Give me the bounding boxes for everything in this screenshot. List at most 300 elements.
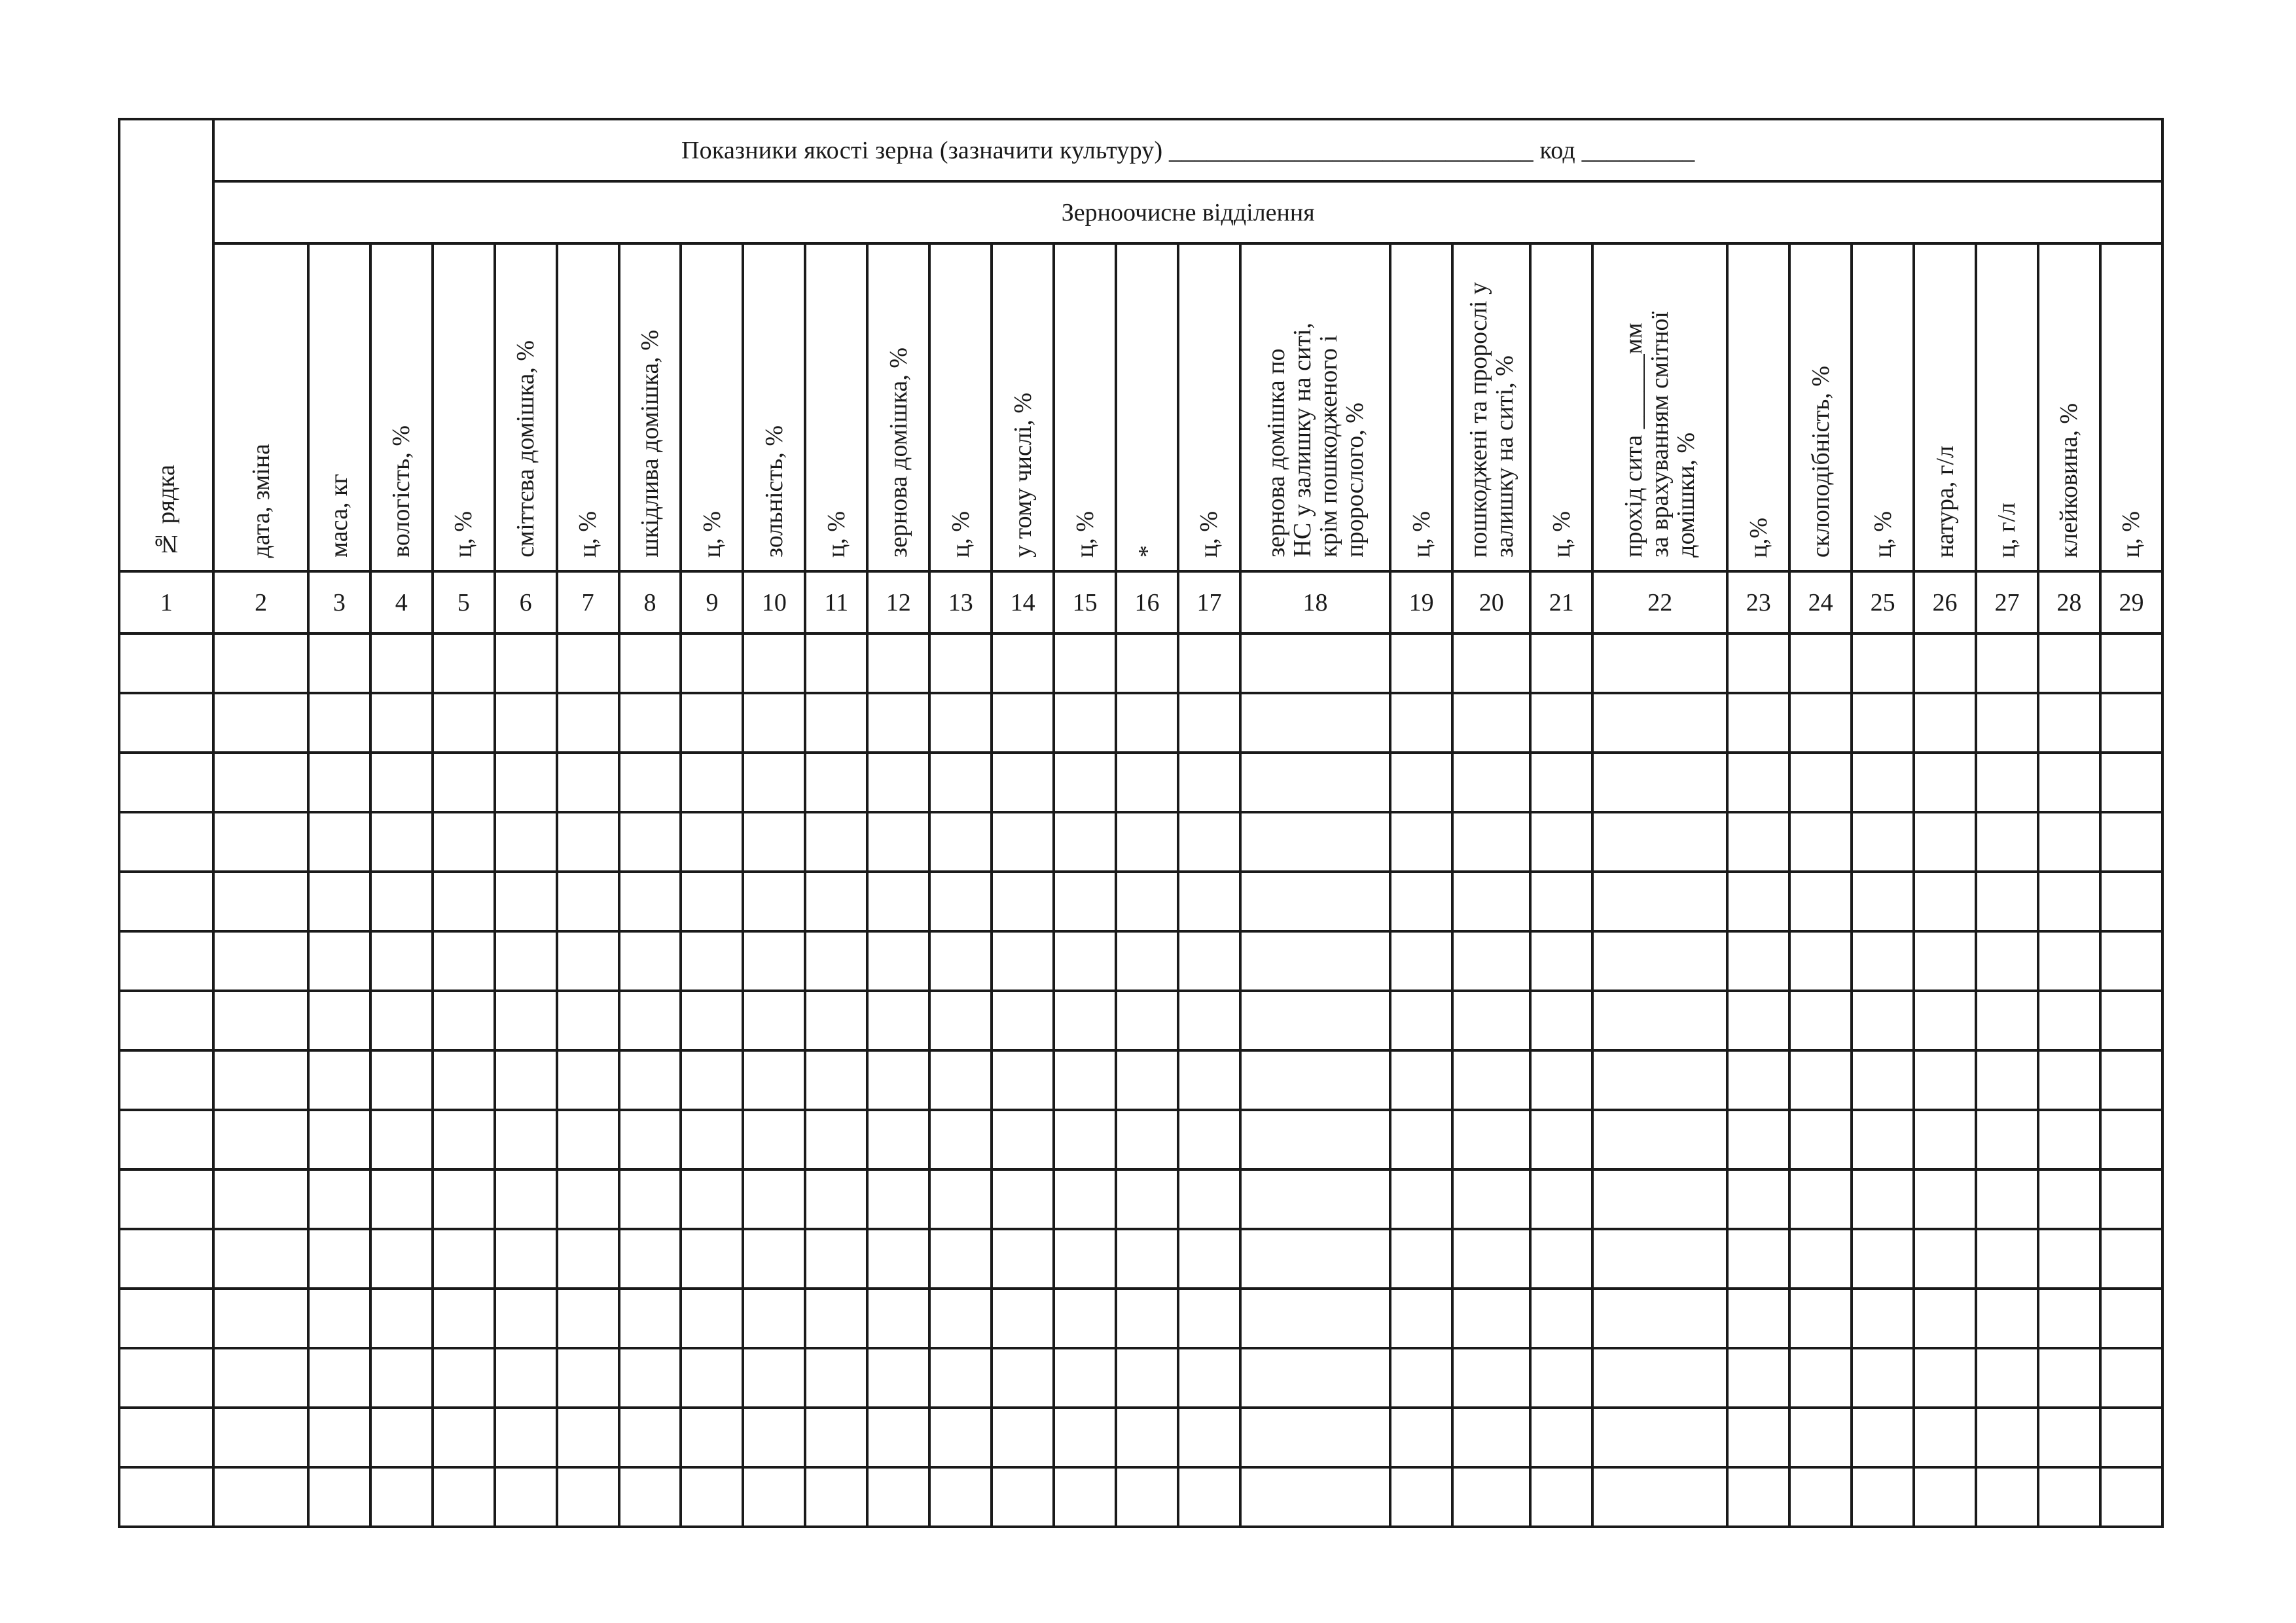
entry-cell[interactable] bbox=[213, 1169, 308, 1229]
entry-cell[interactable] bbox=[1727, 1050, 1789, 1110]
entry-cell[interactable] bbox=[433, 753, 495, 812]
entry-cell[interactable] bbox=[805, 872, 867, 931]
entry-cell[interactable] bbox=[1914, 1110, 1976, 1169]
entry-cell[interactable] bbox=[308, 931, 370, 991]
entry-cell[interactable] bbox=[433, 1169, 495, 1229]
entry-cell[interactable] bbox=[992, 633, 1054, 693]
entry-cell[interactable] bbox=[370, 931, 433, 991]
entry-cell[interactable] bbox=[1178, 872, 1240, 931]
entry-cell[interactable] bbox=[2038, 1467, 2100, 1527]
entry-cell[interactable] bbox=[1789, 1229, 1852, 1289]
entry-cell[interactable] bbox=[619, 1110, 681, 1169]
entry-cell[interactable] bbox=[308, 1348, 370, 1408]
entry-cell[interactable] bbox=[681, 1467, 743, 1527]
entry-cell[interactable] bbox=[1789, 931, 1852, 991]
entry-cell[interactable] bbox=[1914, 1467, 1976, 1527]
entry-cell[interactable] bbox=[557, 812, 619, 872]
entry-cell[interactable] bbox=[119, 1348, 213, 1408]
entry-cell[interactable] bbox=[1178, 1050, 1240, 1110]
entry-cell[interactable] bbox=[867, 1289, 929, 1348]
entry-cell[interactable] bbox=[929, 1408, 992, 1467]
entry-cell[interactable] bbox=[433, 1110, 495, 1169]
entry-cell[interactable] bbox=[1727, 991, 1789, 1050]
entry-cell[interactable] bbox=[1530, 1050, 1592, 1110]
entry-cell[interactable] bbox=[681, 693, 743, 753]
entry-cell[interactable] bbox=[119, 693, 213, 753]
entry-cell[interactable] bbox=[433, 1050, 495, 1110]
entry-cell[interactable] bbox=[1240, 931, 1390, 991]
entry-cell[interactable] bbox=[495, 931, 557, 991]
entry-cell[interactable] bbox=[1178, 1408, 1240, 1467]
entry-cell[interactable] bbox=[1452, 1467, 1530, 1527]
entry-cell[interactable] bbox=[1530, 931, 1592, 991]
entry-cell[interactable] bbox=[1789, 1467, 1852, 1527]
entry-cell[interactable] bbox=[1976, 812, 2038, 872]
entry-cell[interactable] bbox=[557, 931, 619, 991]
entry-cell[interactable] bbox=[743, 1467, 805, 1527]
entry-cell[interactable] bbox=[1976, 753, 2038, 812]
entry-cell[interactable] bbox=[1914, 812, 1976, 872]
entry-cell[interactable] bbox=[495, 872, 557, 931]
entry-cell[interactable] bbox=[1914, 931, 1976, 991]
entry-cell[interactable] bbox=[929, 1467, 992, 1527]
entry-cell[interactable] bbox=[1240, 812, 1390, 872]
entry-cell[interactable] bbox=[557, 1050, 619, 1110]
entry-cell[interactable] bbox=[1390, 872, 1452, 931]
entry-cell[interactable] bbox=[1390, 931, 1452, 991]
entry-cell[interactable] bbox=[929, 693, 992, 753]
entry-cell[interactable] bbox=[1530, 633, 1592, 693]
entry-cell[interactable] bbox=[1852, 1169, 1914, 1229]
entry-cell[interactable] bbox=[1852, 872, 1914, 931]
entry-cell[interactable] bbox=[1116, 991, 1178, 1050]
entry-cell[interactable] bbox=[1054, 633, 1116, 693]
entry-cell[interactable] bbox=[1452, 693, 1530, 753]
entry-cell[interactable] bbox=[1976, 1348, 2038, 1408]
entry-cell[interactable] bbox=[805, 1229, 867, 1289]
entry-cell[interactable] bbox=[1592, 1110, 1727, 1169]
entry-cell[interactable] bbox=[1178, 1229, 1240, 1289]
entry-cell[interactable] bbox=[213, 812, 308, 872]
entry-cell[interactable] bbox=[805, 1467, 867, 1527]
entry-cell[interactable] bbox=[929, 1348, 992, 1408]
entry-cell[interactable] bbox=[2038, 872, 2100, 931]
entry-cell[interactable] bbox=[1116, 693, 1178, 753]
entry-cell[interactable] bbox=[1914, 991, 1976, 1050]
entry-cell[interactable] bbox=[1390, 1229, 1452, 1289]
entry-cell[interactable] bbox=[1054, 1050, 1116, 1110]
entry-cell[interactable] bbox=[867, 693, 929, 753]
entry-cell[interactable] bbox=[1452, 633, 1530, 693]
entry-cell[interactable] bbox=[743, 693, 805, 753]
entry-cell[interactable] bbox=[370, 1467, 433, 1527]
entry-cell[interactable] bbox=[867, 1229, 929, 1289]
entry-cell[interactable] bbox=[992, 1050, 1054, 1110]
entry-cell[interactable] bbox=[1054, 1229, 1116, 1289]
entry-cell[interactable] bbox=[2038, 1348, 2100, 1408]
entry-cell[interactable] bbox=[370, 1229, 433, 1289]
entry-cell[interactable] bbox=[1530, 872, 1592, 931]
entry-cell[interactable] bbox=[1592, 1229, 1727, 1289]
entry-cell[interactable] bbox=[2038, 633, 2100, 693]
entry-cell[interactable] bbox=[1452, 1050, 1530, 1110]
entry-cell[interactable] bbox=[619, 753, 681, 812]
entry-cell[interactable] bbox=[1852, 1289, 1914, 1348]
entry-cell[interactable] bbox=[805, 1289, 867, 1348]
entry-cell[interactable] bbox=[119, 1229, 213, 1289]
entry-cell[interactable] bbox=[1390, 1348, 1452, 1408]
entry-cell[interactable] bbox=[619, 1229, 681, 1289]
entry-cell[interactable] bbox=[1054, 991, 1116, 1050]
entry-cell[interactable] bbox=[1852, 931, 1914, 991]
entry-cell[interactable] bbox=[992, 931, 1054, 991]
entry-cell[interactable] bbox=[308, 991, 370, 1050]
entry-cell[interactable] bbox=[213, 931, 308, 991]
entry-cell[interactable] bbox=[370, 1289, 433, 1348]
entry-cell[interactable] bbox=[2100, 1467, 2162, 1527]
entry-cell[interactable] bbox=[1789, 1169, 1852, 1229]
entry-cell[interactable] bbox=[1390, 633, 1452, 693]
entry-cell[interactable] bbox=[2100, 1408, 2162, 1467]
entry-cell[interactable] bbox=[1976, 991, 2038, 1050]
entry-cell[interactable] bbox=[119, 1169, 213, 1229]
entry-cell[interactable] bbox=[743, 633, 805, 693]
entry-cell[interactable] bbox=[308, 1467, 370, 1527]
entry-cell[interactable] bbox=[2038, 1289, 2100, 1348]
entry-cell[interactable] bbox=[681, 1050, 743, 1110]
entry-cell[interactable] bbox=[992, 1289, 1054, 1348]
entry-cell[interactable] bbox=[1452, 991, 1530, 1050]
entry-cell[interactable] bbox=[1592, 1467, 1727, 1527]
entry-cell[interactable] bbox=[1592, 1169, 1727, 1229]
entry-cell[interactable] bbox=[1452, 931, 1530, 991]
entry-cell[interactable] bbox=[1976, 1050, 2038, 1110]
entry-cell[interactable] bbox=[1727, 693, 1789, 753]
entry-cell[interactable] bbox=[867, 1169, 929, 1229]
entry-cell[interactable] bbox=[1530, 1289, 1592, 1348]
entry-cell[interactable] bbox=[370, 991, 433, 1050]
entry-cell[interactable] bbox=[929, 1110, 992, 1169]
entry-cell[interactable] bbox=[681, 1169, 743, 1229]
entry-cell[interactable] bbox=[1727, 1110, 1789, 1169]
entry-cell[interactable] bbox=[557, 991, 619, 1050]
entry-cell[interactable] bbox=[495, 812, 557, 872]
entry-cell[interactable] bbox=[619, 1467, 681, 1527]
entry-cell[interactable] bbox=[619, 1348, 681, 1408]
entry-cell[interactable] bbox=[308, 1169, 370, 1229]
entry-cell[interactable] bbox=[1240, 753, 1390, 812]
entry-cell[interactable] bbox=[1789, 1348, 1852, 1408]
entry-cell[interactable] bbox=[1178, 991, 1240, 1050]
entry-cell[interactable] bbox=[1914, 1289, 1976, 1348]
entry-cell[interactable] bbox=[1530, 1348, 1592, 1408]
entry-cell[interactable] bbox=[213, 1408, 308, 1467]
entry-cell[interactable] bbox=[2038, 1169, 2100, 1229]
entry-cell[interactable] bbox=[867, 872, 929, 931]
entry-cell[interactable] bbox=[1452, 1408, 1530, 1467]
entry-cell[interactable] bbox=[1178, 1169, 1240, 1229]
entry-cell[interactable] bbox=[1390, 1408, 1452, 1467]
entry-cell[interactable] bbox=[1789, 1110, 1852, 1169]
entry-cell[interactable] bbox=[213, 1229, 308, 1289]
entry-cell[interactable] bbox=[1976, 872, 2038, 931]
entry-cell[interactable] bbox=[1054, 1348, 1116, 1408]
entry-cell[interactable] bbox=[929, 1229, 992, 1289]
entry-cell[interactable] bbox=[1592, 693, 1727, 753]
entry-cell[interactable] bbox=[433, 812, 495, 872]
entry-cell[interactable] bbox=[1976, 633, 2038, 693]
entry-cell[interactable] bbox=[743, 872, 805, 931]
entry-cell[interactable] bbox=[1789, 812, 1852, 872]
entry-cell[interactable] bbox=[1727, 931, 1789, 991]
entry-cell[interactable] bbox=[1054, 753, 1116, 812]
entry-cell[interactable] bbox=[805, 753, 867, 812]
entry-cell[interactable] bbox=[213, 1467, 308, 1527]
entry-cell[interactable] bbox=[213, 1289, 308, 1348]
entry-cell[interactable] bbox=[2038, 812, 2100, 872]
entry-cell[interactable] bbox=[619, 633, 681, 693]
entry-cell[interactable] bbox=[1976, 1289, 2038, 1348]
entry-cell[interactable] bbox=[805, 693, 867, 753]
entry-cell[interactable] bbox=[743, 991, 805, 1050]
entry-cell[interactable] bbox=[1976, 693, 2038, 753]
entry-cell[interactable] bbox=[2100, 812, 2162, 872]
entry-cell[interactable] bbox=[1390, 991, 1452, 1050]
entry-cell[interactable] bbox=[1789, 1408, 1852, 1467]
entry-cell[interactable] bbox=[1116, 1408, 1178, 1467]
entry-cell[interactable] bbox=[929, 991, 992, 1050]
entry-cell[interactable] bbox=[1452, 1169, 1530, 1229]
entry-cell[interactable] bbox=[495, 1169, 557, 1229]
entry-cell[interactable] bbox=[2100, 1348, 2162, 1408]
entry-cell[interactable] bbox=[1452, 872, 1530, 931]
entry-cell[interactable] bbox=[433, 991, 495, 1050]
entry-cell[interactable] bbox=[619, 1408, 681, 1467]
entry-cell[interactable] bbox=[805, 931, 867, 991]
entry-cell[interactable] bbox=[743, 753, 805, 812]
entry-cell[interactable] bbox=[370, 753, 433, 812]
entry-cell[interactable] bbox=[1240, 872, 1390, 931]
entry-cell[interactable] bbox=[370, 1050, 433, 1110]
entry-cell[interactable] bbox=[681, 1289, 743, 1348]
entry-cell[interactable] bbox=[1852, 633, 1914, 693]
entry-cell[interactable] bbox=[2100, 1229, 2162, 1289]
entry-cell[interactable] bbox=[1789, 872, 1852, 931]
entry-cell[interactable] bbox=[370, 1408, 433, 1467]
entry-cell[interactable] bbox=[2038, 1408, 2100, 1467]
entry-cell[interactable] bbox=[1789, 991, 1852, 1050]
entry-cell[interactable] bbox=[1116, 1169, 1178, 1229]
entry-cell[interactable] bbox=[1116, 931, 1178, 991]
entry-cell[interactable] bbox=[1240, 1289, 1390, 1348]
entry-cell[interactable] bbox=[1178, 753, 1240, 812]
entry-cell[interactable] bbox=[805, 633, 867, 693]
entry-cell[interactable] bbox=[681, 991, 743, 1050]
entry-cell[interactable] bbox=[1116, 633, 1178, 693]
entry-cell[interactable] bbox=[1914, 633, 1976, 693]
entry-cell[interactable] bbox=[1240, 693, 1390, 753]
entry-cell[interactable] bbox=[743, 1289, 805, 1348]
entry-cell[interactable] bbox=[1240, 991, 1390, 1050]
entry-cell[interactable] bbox=[495, 1229, 557, 1289]
entry-cell[interactable] bbox=[867, 1050, 929, 1110]
entry-cell[interactable] bbox=[619, 872, 681, 931]
entry-cell[interactable] bbox=[743, 931, 805, 991]
entry-cell[interactable] bbox=[2038, 753, 2100, 812]
entry-cell[interactable] bbox=[1914, 753, 1976, 812]
entry-cell[interactable] bbox=[743, 1348, 805, 1408]
entry-cell[interactable] bbox=[370, 693, 433, 753]
entry-cell[interactable] bbox=[1240, 1169, 1390, 1229]
entry-cell[interactable] bbox=[1592, 991, 1727, 1050]
entry-cell[interactable] bbox=[2100, 693, 2162, 753]
entry-cell[interactable] bbox=[1116, 1348, 1178, 1408]
entry-cell[interactable] bbox=[1727, 1467, 1789, 1527]
entry-cell[interactable] bbox=[1789, 693, 1852, 753]
entry-cell[interactable] bbox=[433, 1289, 495, 1348]
entry-cell[interactable] bbox=[1116, 1050, 1178, 1110]
entry-cell[interactable] bbox=[1976, 1229, 2038, 1289]
entry-cell[interactable] bbox=[1852, 991, 1914, 1050]
entry-cell[interactable] bbox=[1116, 1467, 1178, 1527]
entry-cell[interactable] bbox=[1390, 1289, 1452, 1348]
entry-cell[interactable] bbox=[1530, 753, 1592, 812]
entry-cell[interactable] bbox=[557, 753, 619, 812]
entry-cell[interactable] bbox=[1789, 1050, 1852, 1110]
entry-cell[interactable] bbox=[1054, 1169, 1116, 1229]
entry-cell[interactable] bbox=[495, 1110, 557, 1169]
entry-cell[interactable] bbox=[681, 633, 743, 693]
entry-cell[interactable] bbox=[1116, 872, 1178, 931]
entry-cell[interactable] bbox=[1530, 1229, 1592, 1289]
entry-cell[interactable] bbox=[119, 991, 213, 1050]
entry-cell[interactable] bbox=[1054, 1467, 1116, 1527]
entry-cell[interactable] bbox=[1240, 1348, 1390, 1408]
entry-cell[interactable] bbox=[495, 1050, 557, 1110]
entry-cell[interactable] bbox=[2100, 753, 2162, 812]
entry-cell[interactable] bbox=[557, 872, 619, 931]
entry-cell[interactable] bbox=[119, 872, 213, 931]
entry-cell[interactable] bbox=[1452, 1289, 1530, 1348]
entry-cell[interactable] bbox=[557, 633, 619, 693]
entry-cell[interactable] bbox=[1976, 1110, 2038, 1169]
entry-cell[interactable] bbox=[1852, 1110, 1914, 1169]
entry-cell[interactable] bbox=[867, 753, 929, 812]
entry-cell[interactable] bbox=[119, 1467, 213, 1527]
entry-cell[interactable] bbox=[1390, 1110, 1452, 1169]
entry-cell[interactable] bbox=[2038, 991, 2100, 1050]
entry-cell[interactable] bbox=[213, 1348, 308, 1408]
entry-cell[interactable] bbox=[805, 1348, 867, 1408]
entry-cell[interactable] bbox=[992, 1348, 1054, 1408]
entry-cell[interactable] bbox=[2038, 931, 2100, 991]
entry-cell[interactable] bbox=[2038, 1110, 2100, 1169]
entry-cell[interactable] bbox=[1390, 1467, 1452, 1527]
entry-cell[interactable] bbox=[119, 753, 213, 812]
entry-cell[interactable] bbox=[805, 1169, 867, 1229]
entry-cell[interactable] bbox=[992, 1467, 1054, 1527]
entry-cell[interactable] bbox=[1914, 1169, 1976, 1229]
entry-cell[interactable] bbox=[1452, 1110, 1530, 1169]
entry-cell[interactable] bbox=[495, 1408, 557, 1467]
entry-cell[interactable] bbox=[119, 931, 213, 991]
entry-cell[interactable] bbox=[867, 1348, 929, 1408]
entry-cell[interactable] bbox=[1178, 931, 1240, 991]
entry-cell[interactable] bbox=[992, 812, 1054, 872]
entry-cell[interactable] bbox=[1240, 633, 1390, 693]
entry-cell[interactable] bbox=[1592, 812, 1727, 872]
entry-cell[interactable] bbox=[743, 1169, 805, 1229]
entry-cell[interactable] bbox=[119, 1050, 213, 1110]
entry-cell[interactable] bbox=[213, 991, 308, 1050]
entry-cell[interactable] bbox=[929, 1050, 992, 1110]
entry-cell[interactable] bbox=[681, 872, 743, 931]
entry-cell[interactable] bbox=[2100, 931, 2162, 991]
entry-cell[interactable] bbox=[1789, 633, 1852, 693]
entry-cell[interactable] bbox=[1592, 1408, 1727, 1467]
entry-cell[interactable] bbox=[992, 1229, 1054, 1289]
entry-cell[interactable] bbox=[1592, 931, 1727, 991]
entry-cell[interactable] bbox=[1390, 753, 1452, 812]
entry-cell[interactable] bbox=[1178, 1110, 1240, 1169]
entry-cell[interactable] bbox=[1390, 812, 1452, 872]
entry-cell[interactable] bbox=[1530, 1110, 1592, 1169]
entry-cell[interactable] bbox=[1914, 872, 1976, 931]
entry-cell[interactable] bbox=[619, 812, 681, 872]
entry-cell[interactable] bbox=[1530, 991, 1592, 1050]
entry-cell[interactable] bbox=[992, 693, 1054, 753]
entry-cell[interactable] bbox=[119, 1408, 213, 1467]
entry-cell[interactable] bbox=[1240, 1050, 1390, 1110]
entry-cell[interactable] bbox=[433, 1467, 495, 1527]
entry-cell[interactable] bbox=[1852, 1408, 1914, 1467]
entry-cell[interactable] bbox=[119, 633, 213, 693]
entry-cell[interactable] bbox=[619, 1289, 681, 1348]
entry-cell[interactable] bbox=[1789, 1289, 1852, 1348]
entry-cell[interactable] bbox=[213, 872, 308, 931]
entry-cell[interactable] bbox=[213, 1110, 308, 1169]
entry-cell[interactable] bbox=[1852, 1050, 1914, 1110]
entry-cell[interactable] bbox=[619, 1050, 681, 1110]
entry-cell[interactable] bbox=[1390, 1169, 1452, 1229]
entry-cell[interactable] bbox=[992, 1110, 1054, 1169]
entry-cell[interactable] bbox=[867, 1467, 929, 1527]
entry-cell[interactable] bbox=[1390, 1050, 1452, 1110]
entry-cell[interactable] bbox=[1592, 872, 1727, 931]
entry-cell[interactable] bbox=[370, 1169, 433, 1229]
entry-cell[interactable] bbox=[805, 1408, 867, 1467]
entry-cell[interactable] bbox=[557, 1169, 619, 1229]
entry-cell[interactable] bbox=[1116, 753, 1178, 812]
entry-cell[interactable] bbox=[2038, 1050, 2100, 1110]
entry-cell[interactable] bbox=[681, 1229, 743, 1289]
entry-cell[interactable] bbox=[433, 872, 495, 931]
entry-cell[interactable] bbox=[992, 991, 1054, 1050]
entry-cell[interactable] bbox=[1914, 1348, 1976, 1408]
entry-cell[interactable] bbox=[2100, 872, 2162, 931]
entry-cell[interactable] bbox=[743, 1050, 805, 1110]
entry-cell[interactable] bbox=[929, 812, 992, 872]
entry-cell[interactable] bbox=[1240, 1408, 1390, 1467]
entry-cell[interactable] bbox=[1116, 1229, 1178, 1289]
entry-cell[interactable] bbox=[992, 753, 1054, 812]
entry-cell[interactable] bbox=[867, 991, 929, 1050]
entry-cell[interactable] bbox=[743, 1229, 805, 1289]
entry-cell[interactable] bbox=[495, 693, 557, 753]
entry-cell[interactable] bbox=[619, 693, 681, 753]
entry-cell[interactable] bbox=[867, 1110, 929, 1169]
entry-cell[interactable] bbox=[743, 1408, 805, 1467]
